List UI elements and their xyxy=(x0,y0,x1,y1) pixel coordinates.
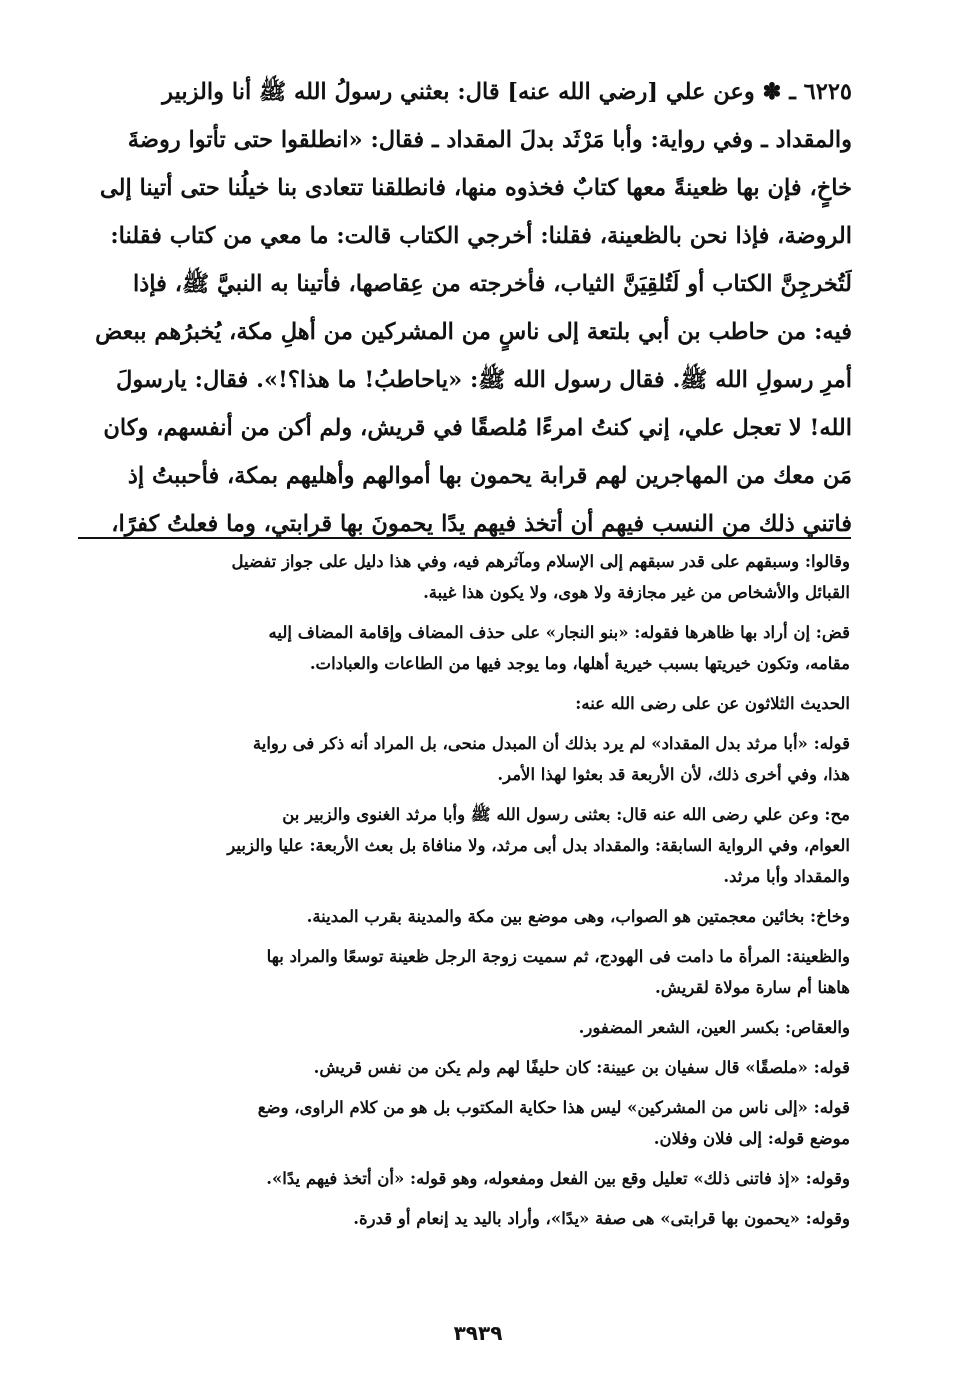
footnote-line: قوله: «إلى ناس من المشركين» ليس هذا حكاية المكتوب بل هو من كلام الراوى، وضع xyxy=(257,1098,850,1117)
commentary-footnotes xyxy=(84,546,850,1234)
main-text-line: والمقداد ـ وفي رواية: وأبا مَرْثَد بدلَ المقداد ـ فقال: «انطلقوا حتى تأتوا روضةَ xyxy=(127,127,852,153)
footnote-paragraph xyxy=(84,546,850,608)
footnote-line: وخاخ: بخائين معجمتين هو الصواب، وهى موضع بين مكة والمدينة بقرب المدينة. xyxy=(306,907,850,926)
footnote-line: وقالوا: وسبقهم على قدر سبقهم إلى الإسلام ومآثرهم فيه، وفي هذا دليل على جواز تفضيل xyxy=(231,552,850,571)
footnote-paragraph xyxy=(84,1092,850,1154)
main-text-line: أمرِ رسولِ الله ﷺ. فقال رسول الله ﷺ: «ياحاطبُ! ما هذا؟!». فقال: يارسولَ xyxy=(116,367,852,393)
footnote-line: قوله: «أبا مرثد بدل المقداد» لم يرد بذلك أن المبدل منحى، بل المراد أنه ذكر فى رواية xyxy=(252,734,850,753)
footnote-line: هذا، وفي أخرى ذلك، لأن الأربعة قد بعثوا لهذا الأمر. xyxy=(497,765,850,784)
main-text-line: ٦٢٢٥ ـ ✽ وعن علي [رضي الله عنه] قال: بعثني رسولُ الله ﷺ أنا والزبير xyxy=(162,79,852,105)
footnote-line: وقوله: «يحمون بها قرابتى» هى صفة «يدًا»، وأراد باليد يد إنعام أو قدرة. xyxy=(353,1209,850,1228)
footnote-paragraph xyxy=(84,728,850,790)
footnote-line: والعقاص: بكسر العين، الشعر المضفور. xyxy=(578,1018,850,1037)
footnote-line: وقوله: «إذ فاتنى ذلك» تعليل وقع بين الفعل ومفعوله، وهو قوله: «أن أتخذ فيهم يدًا». xyxy=(266,1169,850,1188)
footnote-paragraph xyxy=(84,941,850,1003)
footnote-paragraph xyxy=(84,688,850,719)
main-text-line: مَن معك من المهاجرين لهم قرابة يحمون بها أموالهم وأهليهم بمكة، فأحببتُ إذ xyxy=(127,463,852,489)
footnote-line: قض: إن أراد بها ظاهرها فقوله: «بنو النجار» على حذف المضاف وإقامة المضاف إليه xyxy=(268,623,850,642)
footnote-paragraph xyxy=(84,901,850,932)
footnote-line: الحديث الثلاثون عن على رضى الله عنه: xyxy=(575,694,850,713)
footnote-line: قوله: «ملصقًا» قال سفيان بن عيينة: كان حليفًا لهم ولم يكن من نفس قريش. xyxy=(313,1058,850,1077)
footnote-paragraph xyxy=(84,799,850,892)
footnote-paragraph xyxy=(84,617,850,679)
footnote-line: موضع قوله: إلى فلان وفلان. xyxy=(653,1129,850,1148)
footnote-line: مقامه، وتكون خيريتها بسبب خيرية أهلها، وما يوجد فيها من الطاعات والعبادات. xyxy=(309,654,850,673)
main-text-line: لَتُخرجِنَّ الكتاب أو لَتُلقِيَنَّ الثياب، فأخرجته من عِقاصها، فأتينا به النبيَّ ﷺ، فإذا xyxy=(132,271,852,297)
footnote-line: والمقداد وأبا مرثد. xyxy=(723,867,850,886)
footnote-paragraph xyxy=(84,1203,850,1234)
footnote-line: القبائل والأشخاص من غير مجازفة ولا هوى، ولا يكون هذا غيبة. xyxy=(423,583,850,602)
footnote-line: مح: وعن علي رضى الله عنه قال: بعثنى رسول الله ﷺ وأبا مرثد الغنوى والزبير بن xyxy=(282,805,850,824)
footnote-paragraph xyxy=(84,1163,850,1194)
footnote-line: هاهنا أم سارة مولاة لقريش. xyxy=(655,978,850,997)
main-text-line: فيه: من حاطب بن أبي بلتعة إلى ناسٍ من المشركين من أهلِ مكة، يُخبرُهم ببعض xyxy=(95,319,852,345)
main-text-line: الروضة، فإذا نحن بالظعينة، فقلنا: أخرجي الكتاب قالت: ما معي من كتاب فقلنا: xyxy=(110,223,852,249)
footnote-line: العوام، وفي الرواية السابقة: والمقداد بدل أبى مرثد، ولا منافاة بل بعث الأربعة: عليا والزبير xyxy=(227,836,850,855)
footnote-paragraph xyxy=(84,1012,850,1043)
main-text-line: فاتني ذلك من النسب فيهم أن أتخذ فيهم يدًا يحمونَ بها قرابتي، وما فعلتُ كفرًا، xyxy=(111,511,852,537)
main-hadith-text xyxy=(76,68,852,548)
footnote-separator-rule xyxy=(78,537,851,539)
page-number: ٣٩٣٩ xyxy=(453,1321,503,1345)
footnote-paragraph xyxy=(84,1052,850,1083)
main-text-line: خاخٍ، فإن بها ظعينةً معها كتابٌ فخذوه منها، فانطلقنا تتعادى بنا خيلُنا حتى أتينا إلى xyxy=(99,175,852,201)
footnote-line: والظعينة: المرأة ما دامت فى الهودج، ثم سميت زوجة الرجل ظعينة توسعًا والمراد بها xyxy=(266,947,850,966)
main-text-line: الله! لا تعجل علي، إني كنتُ امرءًا مُلصقًا في قريش، ولم أكن من أنفسهم، وكان xyxy=(103,415,852,441)
